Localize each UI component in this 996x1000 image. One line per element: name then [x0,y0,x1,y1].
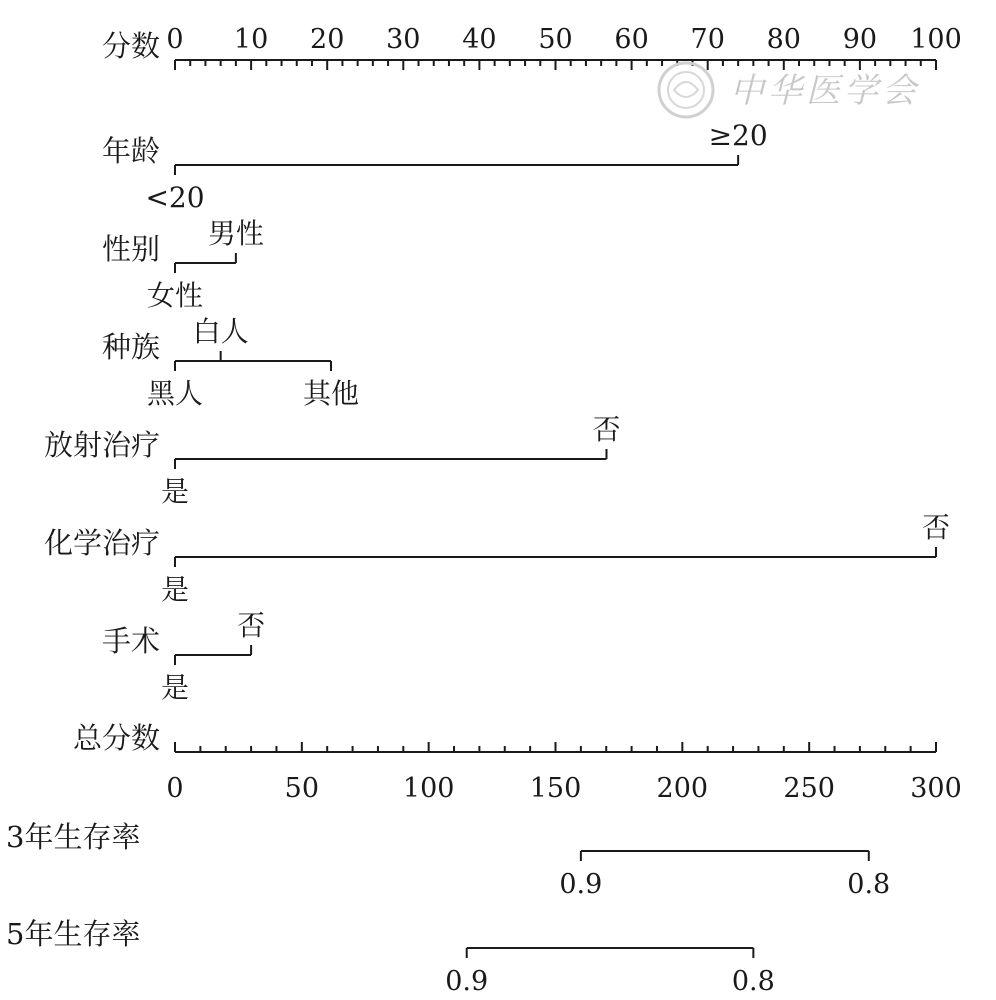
level-label: 其他 [302,377,360,410]
total-tick-label: 300 [910,773,962,804]
predictor-label: 手术 [101,624,160,658]
points-tick-label: 60 [614,24,649,55]
watermark-logo [652,60,952,120]
predictor-label: 化学治疗 [43,526,160,560]
predictor-label: 放射治疗 [43,428,160,462]
predictor-label: 种族 [101,330,160,364]
level-label: 是 [160,475,190,508]
total-tick-label: 100 [402,773,455,804]
level-label: <20 [145,181,205,214]
survival-tick-label: 0.9 [559,869,603,900]
total-tick-label: 50 [284,773,320,804]
predictor-label: 性别 [101,232,160,266]
points-tick-label: 90 [842,24,878,55]
survival-tick-label: 0.9 [445,966,489,997]
watermark-text: 中华医学会 [730,71,920,111]
points-axis-label: 分数 [101,29,160,63]
points-tick-label: 0 [166,24,184,55]
level-label: ≥20 [708,119,768,152]
points-tick-label: 70 [690,24,725,55]
level-label: 黑人 [146,377,204,410]
level-label: 男性 [207,217,264,250]
total-tick-label: 150 [529,773,582,804]
points-tick-label: 30 [386,24,421,55]
level-label: 白人 [192,315,249,348]
total-axis-label: 总分数 [72,721,160,755]
points-tick-label: 100 [910,24,962,55]
points-tick-label: 40 [462,24,497,55]
points-tick-label: 50 [538,24,573,55]
points-tick-label: 20 [310,24,345,55]
level-label: 是 [160,573,190,606]
predictor-label: 年龄 [101,134,160,168]
survival-axis-label: 5年生存率 [6,917,141,951]
points-tick-label: 80 [766,24,801,55]
total-tick-label: 200 [656,773,709,804]
level-label: 是 [160,671,190,704]
level-label: 女性 [146,279,204,312]
survival-axis-label: 3年生存率 [6,820,141,854]
total-tick-label: 250 [783,773,835,804]
level-label: 否 [921,511,951,544]
points-tick-label: 10 [233,24,269,55]
survival-tick-label: 0.8 [731,966,775,997]
total-tick-label: 0 [166,773,184,804]
survival-tick-label: 0.8 [847,869,891,900]
level-label: 否 [592,413,621,446]
level-label: 否 [237,609,266,642]
